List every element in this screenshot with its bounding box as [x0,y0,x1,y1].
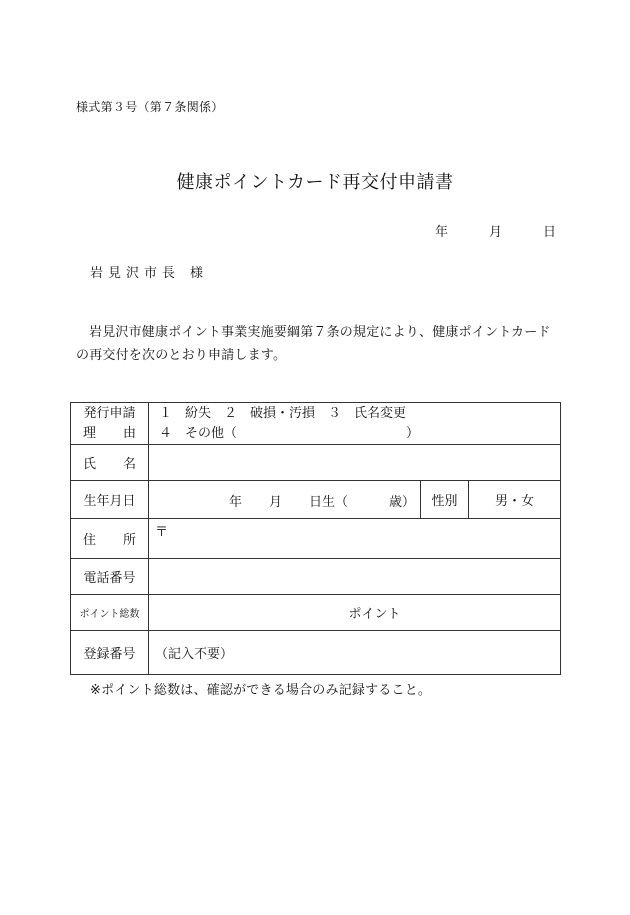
sex-label: 性別 [421,481,469,519]
phone-row [71,559,561,595]
address-row [71,519,561,559]
birth-age-label: 歳） [389,495,416,510]
reason-options-line-1: １ 紛失 ２ 破損・汚損 ３ 氏名変更 [159,405,407,421]
name-label-char-1: 氏 [83,457,97,472]
reason-label-cell [71,403,149,445]
points-unit: ポイント [348,607,401,622]
name-label-cell [71,445,149,481]
addressee-honorific: 様 [190,266,209,281]
birthdate-input-cell[interactable] [149,481,421,519]
name-label [71,453,148,472]
postal-mark: 〒 [155,525,169,540]
points-input-cell[interactable] [149,595,561,631]
phone-label: 電話番号 [71,559,149,595]
address-label-char-1: 住 [83,533,97,548]
phone-input-cell[interactable] [149,559,561,595]
sex-options[interactable]: 男・女 [469,481,561,519]
address-input-cell[interactable] [149,519,561,559]
registration-row [71,631,561,675]
name-row [71,445,561,481]
birthdate-label: 生年月日 [71,481,149,519]
date-month-label: 月 [489,225,503,240]
address-label-cell [71,519,149,559]
form-number: 様式第３号（第７条関係） [76,100,224,114]
reason-options-line-2: ４ その他（ ） [159,425,420,441]
points-row [71,595,561,631]
birth-year-label: 年 [229,495,243,510]
birth-day-label: 日生（ [309,495,349,510]
reason-row [71,403,561,445]
registration-label: 登録番号 [71,631,149,675]
addressee-name: 岩見沢市長 [90,266,181,281]
footnote: ※ポイント総数は、確認ができる場合のみ記録すること。 [90,683,432,698]
reason-label-line-2 [71,424,148,444]
address-label [71,529,148,548]
address-label-char-2: 所 [122,533,136,548]
reason-label-char-1: 理 [83,425,97,441]
name-input-cell[interactable] [149,445,561,481]
application-statement: 岩見沢市健康ポイント事業実施要綱第７条の規定により、健康ポイントカードの再交付を次のとおり申請します。 [76,325,551,363]
registration-value: （記入不要） [149,631,561,675]
reason-label-line-1: 発行申請 [83,405,136,421]
date-day-label: 日 [543,225,557,240]
reason-options-cell[interactable] [149,403,561,445]
reason-label-char-2: 由 [122,425,136,441]
birth-month-label: 月 [269,495,283,510]
date-year-label: 年 [435,225,449,240]
name-label-char-2: 名 [122,457,136,472]
application-form-table [70,402,561,675]
document-title: 健康ポイントカード再交付申請書 [176,172,454,193]
birthdate-row [71,481,561,519]
addressee [90,262,208,281]
points-label: ポイント総数 [71,595,149,631]
